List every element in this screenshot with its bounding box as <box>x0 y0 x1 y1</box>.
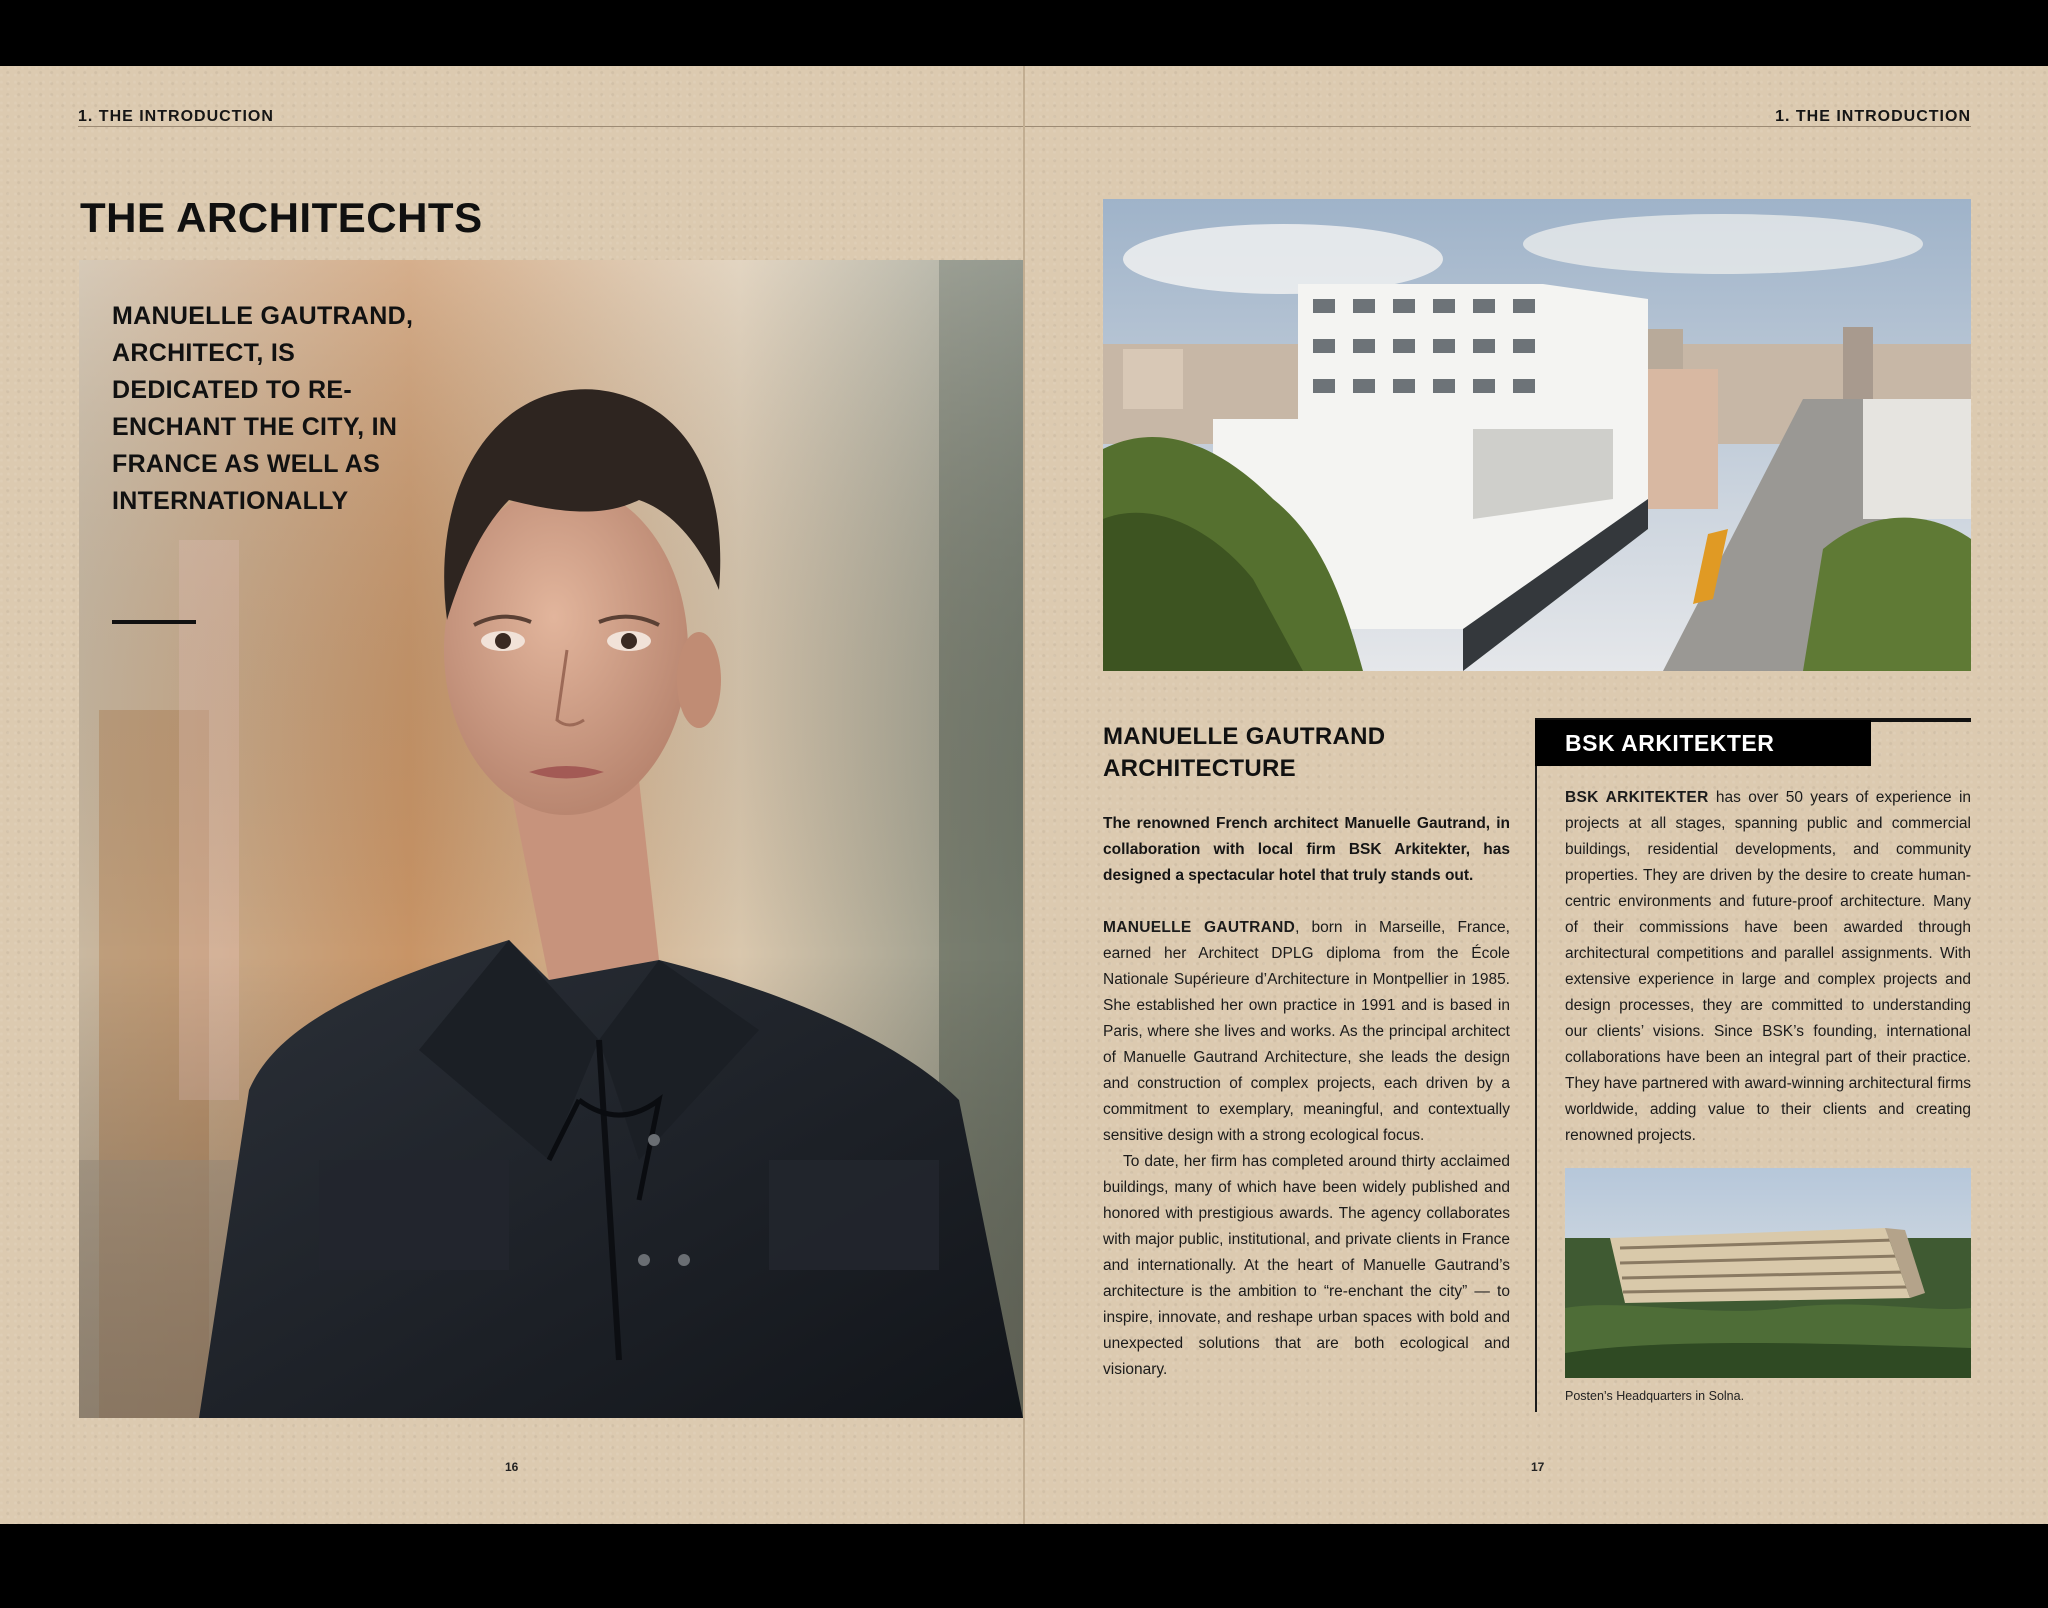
page-number-left: 16 <box>505 1460 519 1474</box>
portrait-photo <box>79 260 1023 1418</box>
top-black-bar <box>0 0 2048 66</box>
sidebar-vertical-rule <box>1535 718 1537 1412</box>
page-number-right: 17 <box>1531 1460 1545 1474</box>
sidebar-body <box>1565 785 1971 1149</box>
left-page <box>0 66 1023 1524</box>
running-head-right: 1. THE INTRODUCTION <box>1775 108 1971 125</box>
lead-paragraph: The renowned French architect Manuelle Gautrand, in collaboration with local firm BSK Arkitekter, has designed a spectacular hotel that truly stands out. <box>1103 815 1510 884</box>
header-rule-left <box>78 126 1023 127</box>
page-title: THE ARCHITECHTS <box>80 194 483 241</box>
body-paragraph-2: To date, her firm has completed around thirty acclaimed buildings, many of which have been widely published and honored with prestigious awards. The agency collaborates with major public, institutional, and private clients in France and internationally. At the heart of Manuelle Gautrand’s architecture is the ambition to “re-enchant the city” — to inspire, innovate, and reshape urban spaces with bold and unexpected solutions that are both ecological and visionary. <box>1103 1153 1510 1378</box>
body-column <box>1103 915 1510 1383</box>
pull-quote: MANUELLE GAUTRAND, ARCHITECT, IS DEDICATED TO RE-ENCHANT THE CITY, IN FRANCE AS WELL AS INTERNATIONALLY <box>112 302 414 515</box>
body-paragraph-1 <box>1103 915 1510 1149</box>
hotel-building-photo <box>1103 199 1971 671</box>
section-title: MANUELLE GAUTRAND ARCHITECTURE <box>1103 723 1386 782</box>
photo-caption: Posten’s Headquarters in Solna. <box>1565 1389 1745 1403</box>
sidebar-body-text: has over 50 years of experience in projects at all stages, spanning public and commercial buildings, residential developments, and community properties. They are driven by the desire to create human-centric environments and future-proof architecture. Many of their commissions have been awarded through architectural competitions and parallel assignments. With extensive experience in large and complex projects and design processes, they are committed to understanding our clients’ visions. Since BSK’s founding, international collaborations have been an integral part of their practice. They have partnered with award-winning architectural firms worldwide, adding value to their clients and creating renowned projects. <box>1565 789 1972 1144</box>
hotel-illustration <box>1103 199 1971 671</box>
headquarters-photo <box>1565 1168 1971 1378</box>
bottom-black-bar <box>0 1524 2048 1608</box>
body-paragraph-1-text: , born in Marseille, France, earned her Architect DPLG diploma from the École Nationale Supérieure d’Architecture in Montpellier in 1985. She established her own practice in 1991 and is based in Paris, where she lives and works. As the principal architect of Manuelle Gautrand Architecture, she leads the design and construction of complex projects, each driven by a commitment to exemplary, meaningful, and contextually sensitive design with a strong ecological focus. <box>1103 919 1510 1144</box>
header-rule-right <box>1025 126 1971 127</box>
architect-name: MANUELLE GAUTRAND <box>1103 919 1296 936</box>
right-page <box>1025 66 2048 1524</box>
running-head-left: 1. THE INTRODUCTION <box>78 108 274 125</box>
sidebar-title: BSK ARKITEKTER <box>1535 720 1871 766</box>
pull-quote-rule <box>112 620 196 624</box>
headquarters-illustration <box>1565 1168 1971 1378</box>
firm-name: BSK ARKITEKTER <box>1565 789 1709 806</box>
